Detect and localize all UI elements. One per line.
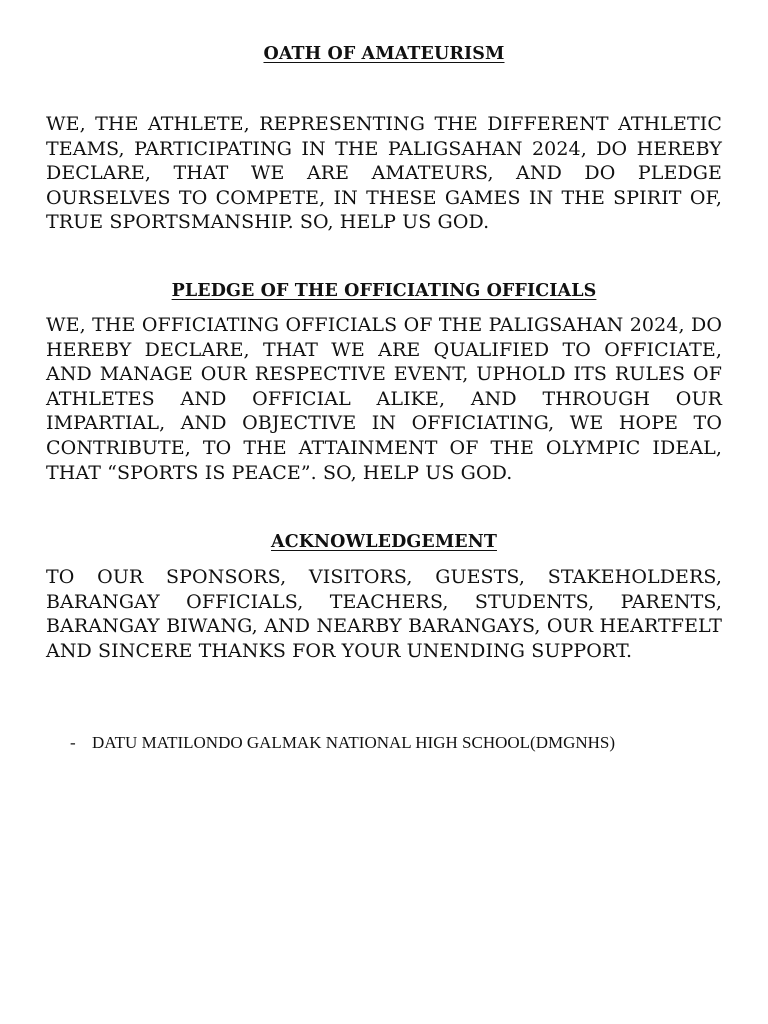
school-signoff <box>70 732 615 754</box>
acknowledgement-body: TO OUR SPONSORS, VISITORS, GUESTS, STAKEHOLDERS, BARANGAY OFFICIALS, TEACHERS, STUDENTS, PARENTS, BARANGAY BIWANG, AND NEARBY BARANGAYS, OUR HEARTFELT AND SINCERE THANKS FOR YOUR UNENDING SUPPORT. <box>46 566 722 662</box>
pledge-body: WE, THE OFFICIATING OFFICIALS OF THE PALIGSAHAN 2024, DO HEREBY DECLARE, THAT WE ARE QUALIFIED TO OFFICIATE, AND MANAGE OUR RESPECTIVE EVENT, UPHOLD ITS RULES OF ATHLETES AND OFFICIAL ALIKE, AND THROUGH OUR IMPARTIAL, AND OBJECTIVE IN OFFICIATING, WE HOPE TO CONTRIBUTE, TO THE ATTAINMENT OF THE OLYMPIC IDEAL, THAT “SPORTS IS PEACE”. SO, HELP US GOD. <box>46 314 722 484</box>
signoff-dash: - <box>70 733 76 752</box>
acknowledgement-title: ACKNOWLEDGEMENT <box>271 532 497 552</box>
school-name: DATU MATILONDO GALMAK NATIONAL HIGH SCHOOL(DMGNHS) <box>92 733 616 752</box>
oath-body: WE, THE ATHLETE, REPRESENTING THE DIFFERENT ATHLETIC TEAMS, PARTICIPATING IN THE PALIGSAHAN 2024, DO HEREBY DECLARE, THAT WE ARE AMATEURS, AND DO PLEDGE OURSELVES TO COMPETE, IN THESE GAMES IN THE SPIRIT OF, TRUE SPORTSMANSHIP. SO, HELP US GOD. <box>46 113 722 234</box>
pledge-title: PLEDGE OF THE OFFICIATING OFFICIALS <box>171 281 597 301</box>
oath-title: OATH OF AMATEURISM <box>263 44 505 64</box>
